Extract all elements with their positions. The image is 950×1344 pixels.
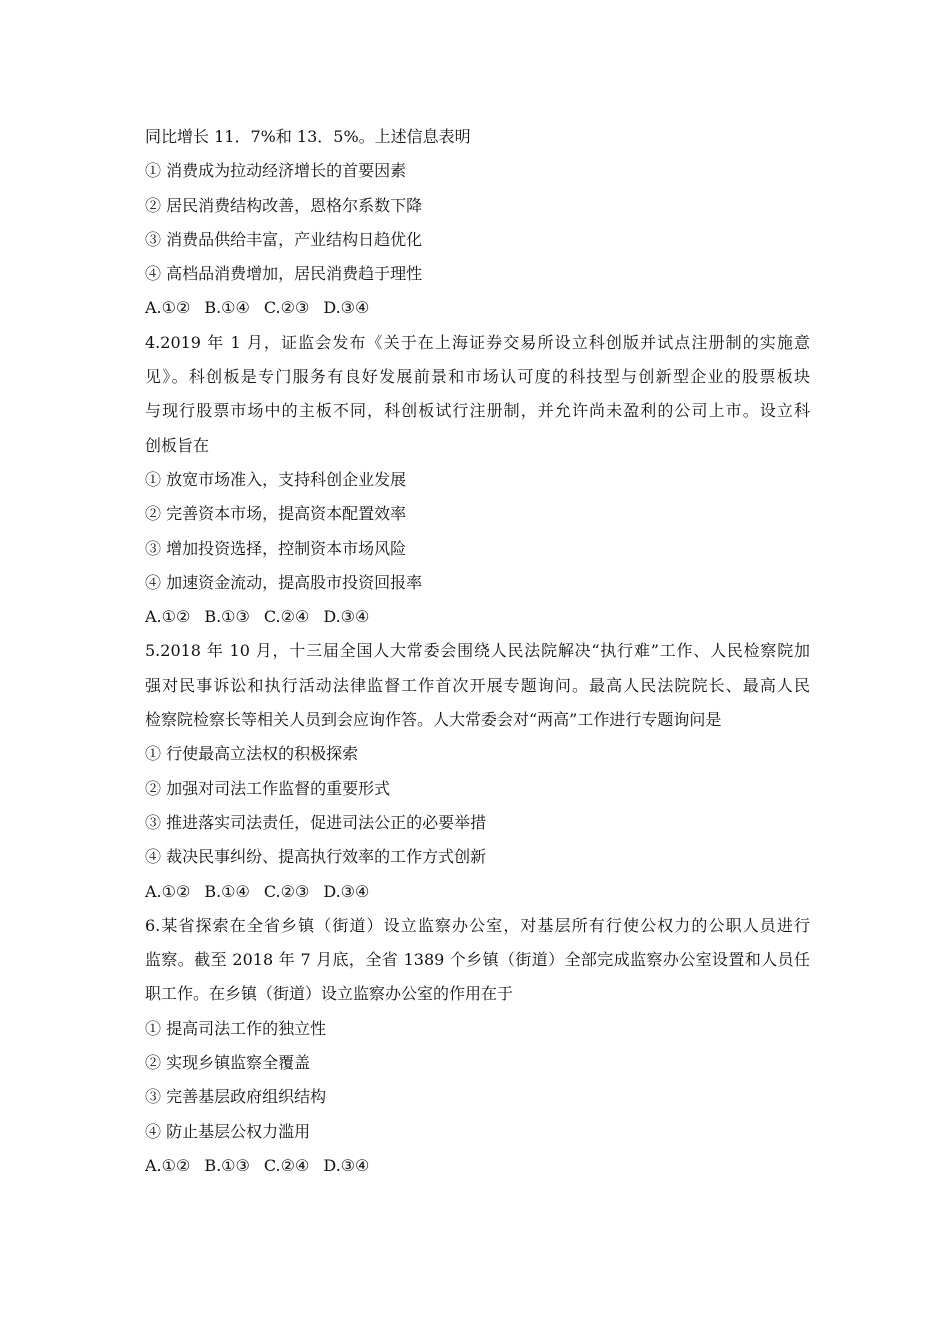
q3-choice-b: B.①④	[204, 298, 250, 318]
q3-option-3: ③ 消费品供给丰富，产业结构日趋优化	[145, 229, 423, 249]
q4-option-1: ① 放宽市场准入，支持科创企业发展	[145, 469, 407, 489]
q6-option-4: ④ 防止基层公权力滥用	[145, 1121, 311, 1141]
q4-choice-a: A.①②	[145, 607, 191, 627]
q5-choice-a: A.①②	[145, 881, 191, 901]
q5-choice-b: B.①④	[204, 881, 250, 901]
q6-choice-c: C.②④	[263, 1155, 310, 1175]
question-3	[145, 154, 810, 325]
q5-option-3: ③ 推进落实司法责任，促进司法公正的必要举措	[145, 812, 487, 832]
q4-choice-d: D.③④	[323, 607, 370, 627]
question-4	[145, 326, 810, 635]
q3-choice-a: A.①②	[145, 298, 191, 318]
q5-stem-line-2: 强对民事诉讼和执行活动法律监督工作首次开展专题询问。最高人民法院院长、最高人民	[145, 675, 810, 695]
q6-option-3: ③ 完善基层政府组织结构	[145, 1087, 327, 1107]
q4-choice-b: B.①③	[204, 607, 250, 627]
q4-option-4: ④ 加速资金流动，提高股市投资回报率	[145, 572, 423, 592]
q4-stem-line-2: 见》。科创板是专门服务有良好发展前景和市场认可度的科技型与创新型企业的股票板块	[145, 367, 810, 387]
q4-stem-line-3: 与现行股票市场中的主板不同，科创板试行注册制，并允许尚未盈利的公司上市。设立科	[145, 401, 810, 421]
q5-choice-d: D.③④	[323, 881, 370, 901]
q4-choices	[145, 600, 810, 634]
q4-stem-line-4: 创板旨在	[145, 435, 210, 455]
q5-choice-c: C.②③	[263, 881, 310, 901]
q5-choices	[145, 875, 810, 909]
q6-stem-line-3: 职工作。在乡镇（街道）设立监察办公室的作用在于	[145, 984, 514, 1004]
q5-option-1: ① 行使最高立法权的积极探索	[145, 744, 359, 764]
question-5	[145, 634, 810, 908]
q6-option-1: ① 提高司法工作的独立性	[145, 1018, 327, 1038]
intro-tail-line: 同比增长 11．7%和 13．5%。上述信息表明	[145, 127, 471, 146]
q3-option-1: ① 消费成为拉动经济增长的首要因素	[145, 161, 407, 181]
q5-stem-line-3: 检察院检察长等相关人员到会应询作答。人大常委会对“两高”工作进行专题询问是	[145, 710, 722, 730]
q6-stem-line-2: 监察。截至 2018 年 7 月底，全省 1389 个乡镇（街道）全部完成监察办公室设置和人员任	[145, 950, 810, 970]
q3-choice-c: C.②③	[263, 298, 310, 318]
q6-option-2: ② 实现乡镇监察全覆盖	[145, 1053, 311, 1073]
q3-option-4: ④ 高档品消费增加，居民消费趋于理性	[145, 264, 423, 284]
q3-choices	[145, 291, 810, 325]
q5-stem-line-1: 5.2018 年 10 月，十三届全国人大常委会围绕人民法院解决“执行难”工作、人民检察院加	[145, 641, 810, 661]
q6-choice-b: B.①③	[204, 1155, 250, 1175]
q3-option-2: ② 居民消费结构改善，恩格尔系数下降	[145, 195, 423, 215]
q6-stem-line-1: 6.某省探索在全省乡镇（街道）设立监察办公室，对基层所有行使公权力的公职人员进行	[145, 915, 810, 935]
q6-choice-a: A.①②	[145, 1155, 191, 1175]
q4-option-3: ③ 增加投资选择，控制资本市场风险	[145, 538, 407, 558]
q4-option-2: ② 完善资本市场，提高资本配置效率	[145, 504, 407, 524]
q6-choices	[145, 1149, 810, 1183]
q4-choice-c: C.②④	[263, 607, 310, 627]
question-6	[145, 909, 810, 1183]
q5-option-4: ④ 裁决民事纠纷、提高执行效率的工作方式创新	[145, 847, 487, 867]
exam-page	[145, 120, 810, 1183]
q5-option-2: ② 加强对司法工作监督的重要形式	[145, 778, 391, 798]
q3-choice-d: D.③④	[323, 298, 370, 318]
q6-choice-d: D.③④	[323, 1155, 370, 1175]
q4-stem-line-1: 4.2019 年 1 月，证监会发布《关于在上海证券交易所设立科创版并试点注册制的实施意	[145, 332, 810, 352]
